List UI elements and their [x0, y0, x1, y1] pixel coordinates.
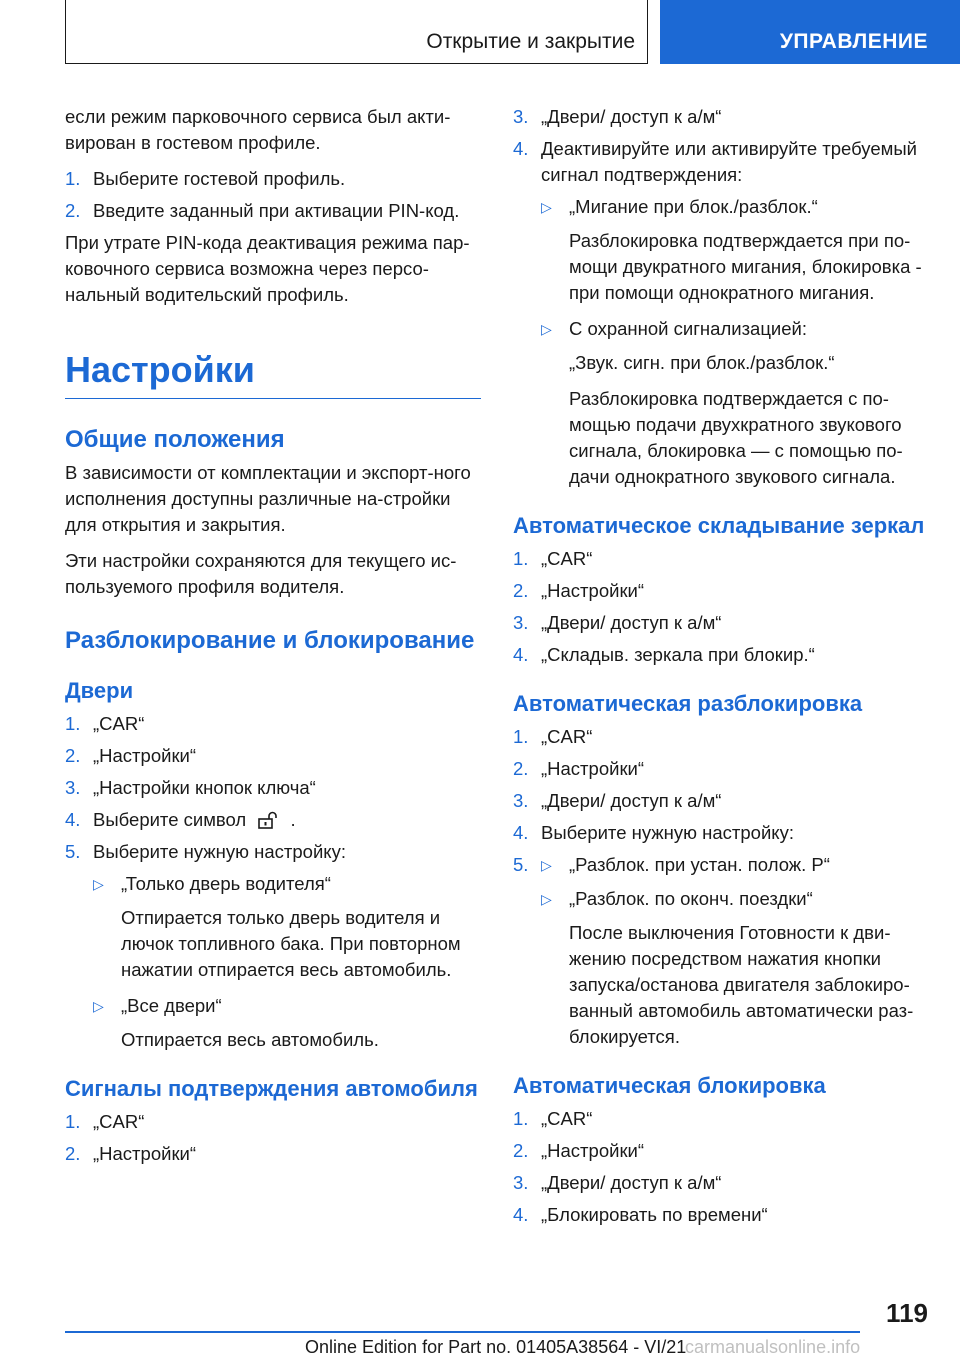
triangle-bullet-icon: ▷ [541, 891, 552, 907]
list-text-end: . [290, 809, 296, 830]
list-number: 2. [65, 1143, 81, 1164]
general-paragraph-2: Эти настройки сохраняются для текущего ис-пользуемого профиля водителя. [65, 550, 457, 597]
triangle-bullet-icon: ▷ [541, 199, 552, 215]
right-column [513, 104, 933, 1234]
header-chapter-title: УПРАВЛЕНИЕ [779, 30, 928, 53]
list-item [513, 104, 933, 130]
option-item [65, 871, 481, 897]
option-label: С охранной сигнализацией: [569, 318, 808, 339]
list-number: 1. [65, 713, 81, 734]
list-text: „CAR“ [93, 713, 145, 734]
header-section-box [65, 0, 648, 64]
list-item [513, 1202, 933, 1228]
list-number: 4. [513, 822, 529, 843]
list-item [65, 1141, 481, 1167]
list-text: Выберите гостевой профиль. [93, 168, 346, 189]
list-item [65, 711, 481, 737]
option-item [513, 886, 933, 912]
list-item [513, 1138, 933, 1164]
list-item [513, 724, 933, 750]
list-number: 2. [513, 758, 529, 779]
option-item [65, 993, 481, 1019]
list-text: „Настройки“ [93, 745, 197, 766]
option-description: Отпирается весь автомобиль. [121, 1029, 379, 1050]
footer-edition: Online Edition for Part no. 01405A38564 - VI/21 [305, 1337, 687, 1357]
option-item [513, 316, 933, 342]
list-text: „Настройки кнопок ключа“ [93, 777, 316, 798]
list-item [513, 642, 933, 668]
list-item [513, 1106, 933, 1132]
list-number: 5. [513, 854, 529, 875]
option-label: „Разблок. при устан. полож. P“ [569, 854, 830, 875]
list-number: 3. [513, 106, 529, 127]
list-number: 2. [513, 1140, 529, 1161]
list-text: „Настройки“ [541, 580, 645, 601]
option-description: Отпирается только дверь водителя и лючок топливного бака. При повторном нажатии отпирается весь автомобиль. [121, 907, 461, 980]
list-text: „Настройки“ [93, 1143, 197, 1164]
list-item [65, 198, 481, 224]
triangle-bullet-icon: ▷ [541, 857, 552, 873]
option-label: „Все двери“ [121, 995, 222, 1016]
footer-divider [65, 1331, 860, 1333]
list-text: „CAR“ [541, 548, 593, 569]
option-description: После выключения Готовности к дви-жению посредством нажатия кнопки запуска/останова двигателя заблокиро-ванный автомобиль автоматически раз-блокируется. [569, 922, 914, 1047]
list-item [65, 775, 481, 801]
list-text: „Складыв. зеркала при блокир.“ [541, 644, 815, 665]
autolock-heading: Автоматическая блокировка [513, 1073, 826, 1098]
list-text: „CAR“ [541, 726, 593, 747]
list-text: „Двери/ доступ к а/м“ [541, 612, 722, 633]
list-item [513, 610, 933, 636]
list-text: „Настройки“ [541, 1140, 645, 1161]
list-number: 4. [513, 138, 529, 159]
list-item [65, 807, 481, 833]
option-description: Разблокировка подтверждается при по-мощи двукратного мигания, блокировка - при помощи однократного мигания. [569, 230, 922, 303]
list-text: Выберите нужную настройку: [93, 841, 346, 862]
list-text: Выберите нужную настройку: [541, 822, 794, 843]
list-number: 1. [513, 1108, 529, 1129]
list-item [65, 166, 481, 192]
triangle-bullet-icon: ▷ [541, 321, 552, 337]
list-number: 1. [513, 548, 529, 569]
triangle-bullet-icon: ▷ [93, 876, 104, 892]
list-item [513, 578, 933, 604]
page-number: 119 [886, 1298, 928, 1328]
intro-paragraph: если режим парковочного сервиса был акти-вирован в гостевом профиле. [65, 106, 451, 153]
option-sublabel: „Звук. сигн. при блок./разблок.“ [569, 352, 835, 373]
list-number: 1. [65, 168, 81, 189]
list-text: „Двери/ доступ к а/м“ [541, 106, 722, 127]
list-item [65, 743, 481, 769]
general-paragraph-1: В зависимости от комплектации и экспорт-ного исполнения доступны различные на-стройки для открытия и закрытия. [65, 462, 471, 535]
list-text: „Двери/ доступ к а/м“ [541, 790, 722, 811]
unlock-icon [257, 811, 279, 829]
section-heading: Настройки [65, 348, 481, 399]
list-text: Выберите символ [93, 809, 247, 830]
list-text: Деактивируйте или активируйте требуемый сигнал подтверждения: [541, 138, 917, 185]
triangle-bullet-icon: ▷ [93, 998, 104, 1014]
list-item [65, 839, 481, 865]
list-item [513, 788, 933, 814]
doors-heading: Двери [65, 678, 134, 703]
left-column [65, 104, 481, 1173]
list-item [513, 546, 933, 572]
list-item [65, 1109, 481, 1135]
list-item [513, 820, 933, 846]
autounlock-heading: Автоматическая разблокировка [513, 691, 863, 716]
list-item [513, 1170, 933, 1196]
list-number: 4. [65, 809, 81, 830]
signals-heading: Сигналы подтверждения автомобиля [65, 1076, 478, 1101]
option-label: „Мигание при блок./разблок.“ [569, 196, 818, 217]
list-number: 2. [65, 200, 81, 221]
list-number: 4. [513, 1204, 529, 1225]
list-number: 1. [65, 1111, 81, 1132]
list-item [513, 136, 933, 188]
list-text: „Блокировать по времени“ [541, 1204, 768, 1225]
mirror-heading: Автоматическое складывание зеркал [513, 513, 925, 538]
option-item [513, 852, 933, 878]
list-text: „Двери/ доступ к а/м“ [541, 1172, 722, 1193]
unlock-heading: Разблокирование и блокирование [65, 627, 475, 654]
header-chapter-tab [660, 0, 960, 64]
option-label: „Разблок. по оконч. поездки“ [569, 888, 813, 909]
list-number: 5. [65, 841, 81, 862]
list-number: 3. [65, 777, 81, 798]
list-number: 1. [513, 726, 529, 747]
header-section-title: Открытие и закрытие [426, 30, 635, 53]
list-number: 4. [513, 644, 529, 665]
option-item [513, 194, 933, 220]
list-text: „Настройки“ [541, 758, 645, 779]
list-text: „CAR“ [93, 1111, 145, 1132]
list-text: Введите заданный при активации PIN-код. [93, 200, 460, 221]
list-number: 3. [513, 1172, 529, 1193]
general-heading: Общие положения [65, 426, 285, 453]
list-number: 2. [513, 580, 529, 601]
list-item [513, 756, 933, 782]
list-number: 2. [65, 745, 81, 766]
list-number: 3. [513, 612, 529, 633]
option-description: Разблокировка подтверждается с по-мощью подачи двухкратного звукового сигнала, блокировка — с помощью по-дачи однократного звукового сигнала. [569, 388, 903, 487]
list-text: „CAR“ [541, 1108, 593, 1129]
pin-note-paragraph: При утрате PIN-кода деактивация режима пар-ковочного сервиса возможна через персо-нальный водительский профиль. [65, 232, 470, 305]
option-label: „Только дверь водителя“ [121, 873, 331, 894]
list-number: 3. [513, 790, 529, 811]
watermark: carmanualsonline.info [685, 1337, 861, 1357]
